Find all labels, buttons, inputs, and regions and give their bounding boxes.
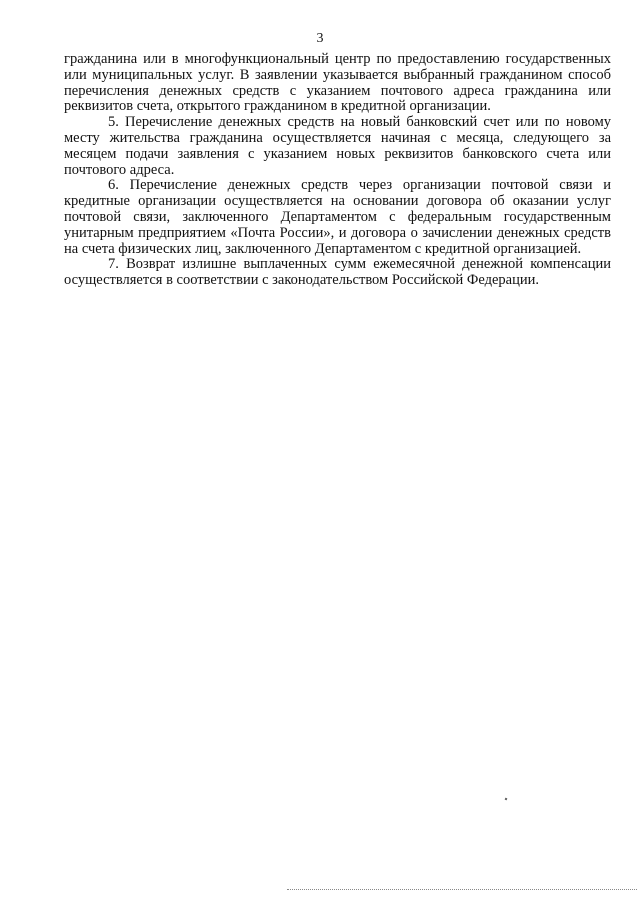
paragraph-continuation: гражданина или в многофункциональный центр по предоставлению государственных или муниципальных услуг. В заявлении указывается выбранный гражданином способ перечисления денежных средств с указанием почтового адреса гражданина или реквизитов счета, открытого гражданином в кредитной организации. xyxy=(64,51,611,115)
paragraph-7: 7. Возврат излишне выплаченных сумм ежемесячной денежной компенсации осуществляется в соответствии с законодательством Российской Федерации. xyxy=(64,256,611,289)
document-body xyxy=(64,52,611,289)
page-number: 3 xyxy=(316,31,324,46)
paragraph-6: 6. Перечисление денежных средств через организации почтовой связи и кредитные организации осуществляется на основании договора об оказании услуг почтовой связи, заключенного Департаментом с федеральным государственным унитарным предприятием «Почта России», и договора о зачислении денежных средств на счета физических лиц, заключенного Департаментом с кредитной организацией. xyxy=(64,177,611,257)
scan-bottom-rule xyxy=(287,889,637,890)
scan-speck xyxy=(505,798,508,801)
paragraph-5: 5. Перечисление денежных средств на новый банковский счет или по новому месту жительства гражданина осуществляется начиная с месяца, следующего за месяцем подачи заявления с указанием новых реквизитов банковского счета или почтового адреса. xyxy=(64,114,611,178)
